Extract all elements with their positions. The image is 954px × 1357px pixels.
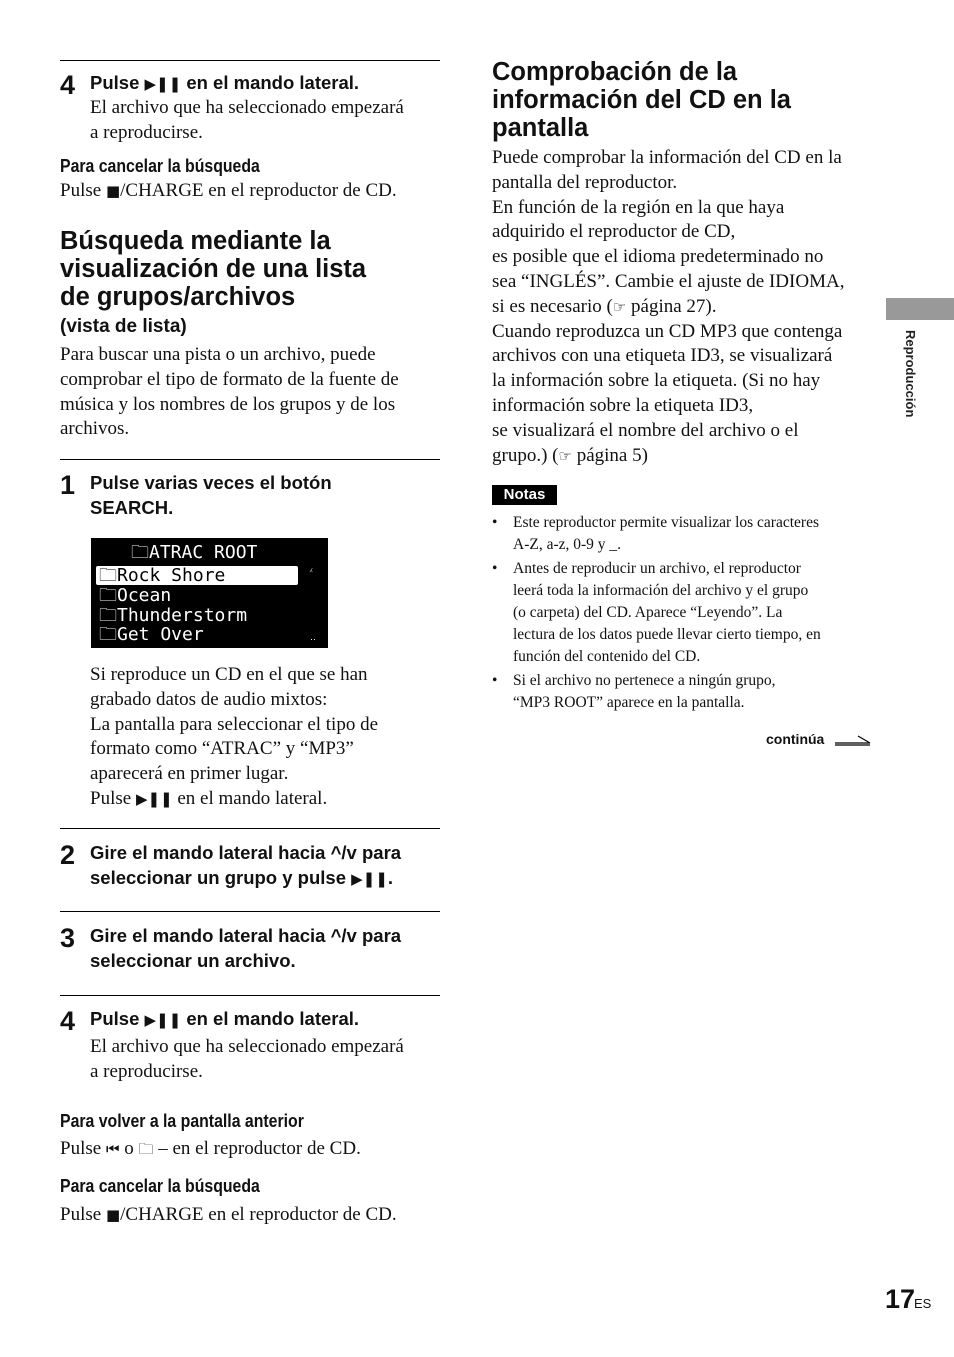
chapter-tab (886, 298, 954, 320)
body-text: grupo.) ( (492, 444, 559, 466)
page-reference-icon: ☞ (558, 446, 572, 465)
divider (60, 459, 440, 460)
body-line: archivos. (60, 418, 130, 440)
page-reference-icon: ☞ (612, 297, 627, 316)
lcd-text: Ocean (117, 585, 172, 606)
lcd-row-root (131, 543, 257, 563)
body-line: La pantalla para seleccionar el tipo de (90, 713, 379, 735)
body-line: grabado datos de audio mixtos: (90, 688, 328, 710)
step-heading-text: Pulse (90, 1008, 145, 1029)
body-line: adquirido el reproductor de CD, (492, 221, 736, 243)
step-body (90, 1035, 404, 1085)
body-line: a reproducirse. (90, 121, 203, 143)
heading-line (90, 923, 401, 948)
section-intro (60, 343, 399, 442)
step-number: 4 (60, 1006, 76, 1036)
body-line: Cuando reproduzca un CD MP3 que contenga (492, 320, 843, 342)
body-line: archivos con una etiqueta ID3, se visualizará (492, 345, 833, 367)
lcd-row (99, 586, 171, 606)
subheading: Para volver a la pantalla anterior (60, 1111, 304, 1131)
page-number: 17 (885, 1284, 916, 1314)
note-line: A-Z, a-z, 0-9 y _. (513, 536, 622, 553)
step-heading (90, 470, 332, 520)
step-number: 3 (60, 923, 76, 953)
title-line: de grupos/archivos (60, 283, 296, 311)
lcd-text: Get Over (117, 624, 204, 645)
body-text: Pulse (90, 787, 136, 809)
bullet: • (492, 514, 498, 531)
subheading: Para cancelar la búsqueda (60, 1176, 260, 1196)
step-heading (90, 70, 359, 97)
folder-icon: 🗀 (99, 624, 117, 645)
heading-text: seleccionar un grupo y pulse (90, 867, 352, 888)
body-text: /CHARGE en el reproductor de CD. (120, 1204, 397, 1225)
body-line: se visualizará el nombre del archivo o el (492, 419, 799, 441)
up-down-icon: ^/v (330, 842, 357, 863)
section-title (492, 58, 791, 142)
body-line: El archivo que ha seleccionado empezará (90, 97, 404, 118)
stop-icon: ■ (105, 1206, 121, 1224)
body-text: /CHARGE en el reproductor de CD. (120, 180, 397, 201)
body-text: o (119, 1138, 139, 1159)
section-body (492, 146, 844, 468)
step-body (90, 663, 378, 812)
heading-text: para (356, 842, 402, 863)
note-item (513, 670, 776, 714)
play-pause-icon: ▶❚❚ (351, 870, 388, 888)
body-text: – en el reproductor de CD. (153, 1138, 361, 1159)
body-line: información sobre la etiqueta ID3, (492, 394, 754, 416)
notes-badge: Notas (492, 485, 557, 505)
body-text: Pulse (60, 180, 106, 201)
note-line: (o carpeta) del CD. Aparece “Leyendo”. La (513, 604, 783, 621)
step-number: 1 (60, 470, 76, 500)
step-heading (90, 840, 401, 892)
body-line: Puede comprobar la información del CD en la (492, 147, 842, 168)
step-heading-text: en el mando lateral. (181, 72, 360, 93)
body-line: Para buscar una pista o un archivo, puede (60, 344, 376, 365)
bullet: • (492, 560, 498, 577)
body-line: El archivo que ha seleccionado empezará (90, 1036, 404, 1057)
scroll-up-icon: ⁁ (310, 563, 313, 573)
note-line: lectura de los datos puede llevar cierto tiempo, en (513, 626, 821, 643)
heading-text: Gire el mando lateral hacia (90, 925, 331, 946)
title-line: información del CD en la (492, 86, 791, 114)
body-text: en el mando lateral. (172, 787, 328, 809)
stop-icon: ■ (105, 182, 121, 200)
heading-line: seleccionar un archivo. (90, 950, 296, 971)
note-item (513, 512, 819, 556)
body-line (60, 179, 397, 204)
title-line: Comprobación de la (492, 58, 738, 86)
step-body (90, 96, 404, 146)
lcd-row (99, 606, 247, 626)
title-line: Búsqueda mediante la (60, 227, 331, 255)
body-text: página 27). (626, 295, 717, 317)
folder-icon: 🗀 (99, 605, 117, 626)
lcd-display (91, 538, 328, 648)
play-pause-icon: ▶❚❚ (135, 789, 173, 808)
note-line: Si el archivo no pertenece a ningún grupo, (513, 672, 776, 689)
folder-icon: 🗀 (99, 565, 117, 586)
folder-icon: 🗀 (99, 585, 117, 606)
lcd-text: Rock Shore (117, 565, 226, 586)
lcd-row-selected (99, 566, 225, 586)
step-heading (90, 1006, 359, 1033)
note-line: función del contenido del CD. (513, 648, 701, 665)
body-line: la información sobre la etiqueta. (Si no hay (492, 370, 821, 392)
step-heading-text: en el mando lateral. (181, 1008, 360, 1029)
heading-text: Gire el mando lateral hacia (90, 842, 331, 863)
body-line: a reproducirse. (90, 1060, 203, 1082)
heading-line: SEARCH. (90, 497, 174, 518)
subheading: Para cancelar la búsqueda (60, 156, 260, 176)
heading-line: Pulse varias veces el botón (90, 472, 332, 493)
section-title (60, 227, 366, 311)
divider (60, 60, 440, 61)
body-line: sea “INGLÉS”. Cambie el ajuste de IDIOMA, (492, 270, 845, 292)
heading-text: . (387, 867, 393, 888)
body-text: página 5) (571, 444, 648, 466)
title-line: pantalla (492, 114, 589, 142)
note-line: Este reproductor permite visualizar los caracteres (513, 514, 819, 531)
body-text: Pulse (60, 1204, 106, 1225)
folder-icon: 🗀 (138, 1140, 154, 1158)
section-subtitle: (vista de lista) (60, 316, 187, 337)
body-line: música y los nombres de los grupos y de los (60, 393, 396, 415)
body-line (90, 787, 378, 812)
continues-arrow-icon (834, 733, 872, 747)
heading-line (90, 865, 401, 892)
body-line (60, 1203, 397, 1228)
continues-label: continúa (766, 731, 825, 747)
divider (60, 911, 440, 912)
lcd-row (99, 625, 204, 645)
lcd-text: Thunderstorm (117, 605, 248, 626)
up-down-icon: ^/v (330, 925, 357, 946)
note-item (513, 558, 821, 668)
page-language: ES (914, 1296, 932, 1311)
play-pause-icon: ▶❚❚ (144, 1011, 182, 1029)
note-line: leerá toda la información del archivo y el grupo (513, 582, 809, 599)
body-line: comprobar el tipo de formato de la fuente de (60, 368, 399, 390)
folder-icon: 🗀 (131, 542, 149, 563)
heading-line (90, 840, 401, 865)
body-line: En función de la región en la que haya (492, 196, 785, 218)
step-number: 4 (60, 70, 76, 100)
step-heading (90, 923, 401, 973)
scroll-down-icon: ‥ (310, 633, 317, 643)
body-line: formato como “ATRAC” y “MP3” (90, 738, 354, 760)
note-line: Antes de reproducir un archivo, el reproductor (513, 560, 801, 577)
body-line (60, 1137, 361, 1162)
title-line: visualización de una lista (60, 255, 367, 283)
body-line: Si reproduce un CD en el que se han (90, 664, 368, 685)
step-heading-text: Pulse (90, 72, 145, 93)
heading-text: para (356, 925, 402, 946)
divider (60, 828, 440, 829)
body-line: pantalla del reproductor. (492, 171, 678, 193)
body-line (492, 444, 844, 469)
note-line: “MP3 ROOT” aparece en la pantalla. (513, 694, 745, 711)
step-number: 2 (60, 840, 76, 870)
body-line (492, 295, 844, 320)
bullet: • (492, 672, 498, 689)
divider (60, 995, 440, 996)
body-line: es posible que el idioma predeterminado no (492, 246, 824, 268)
chapter-label: Reproducción (903, 330, 918, 418)
previous-track-icon: ⏮ (105, 1140, 120, 1158)
play-pause-icon: ▶❚❚ (144, 75, 182, 93)
body-text: Pulse (60, 1138, 106, 1159)
body-line: aparecerá en primer lugar. (90, 763, 289, 785)
body-text: si es necesario ( (492, 295, 613, 317)
lcd-text: ATRAC ROOT (149, 542, 258, 563)
